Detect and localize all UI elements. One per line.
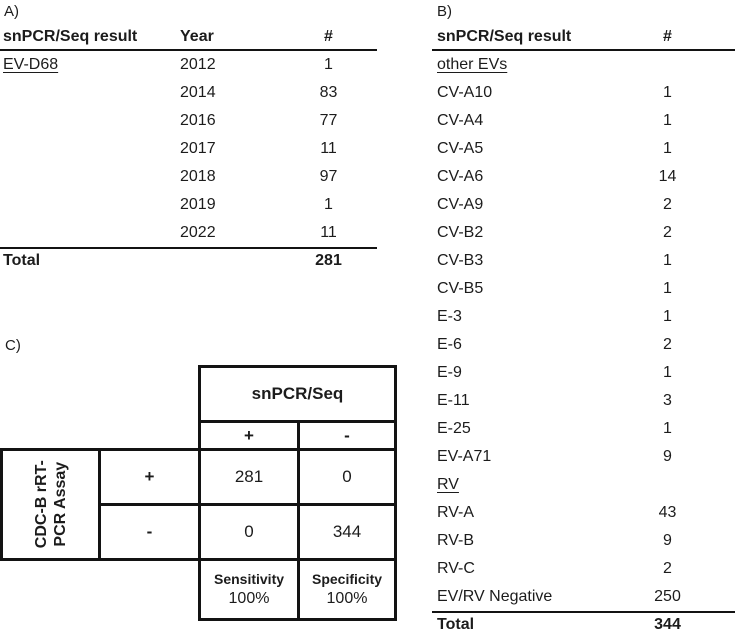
result-cell: CV-A9	[437, 196, 484, 213]
column-header-year: Year	[180, 27, 214, 45]
panel-a-table	[0, 2, 377, 273]
matrix-column-header: snPCR/Seq	[198, 365, 397, 423]
panel-c-label: C)	[5, 337, 21, 354]
total-count: 281	[315, 252, 342, 269]
panel-b-table	[432, 2, 735, 637]
total-label: Total	[3, 252, 41, 269]
matrix-row-sign-positive: +	[98, 448, 201, 506]
count-cell: 43	[658, 504, 677, 521]
matrix-col-sign-positive: +	[198, 420, 300, 451]
count-cell: 1	[324, 56, 333, 73]
table-row	[0, 191, 377, 219]
table-row	[432, 387, 735, 415]
count-cell: 1	[663, 420, 672, 437]
count-cell: 1	[663, 112, 672, 129]
table-row	[432, 303, 735, 331]
year-cell: 2018	[180, 168, 216, 185]
table-row	[432, 499, 735, 527]
panel-b-header-row	[432, 24, 735, 51]
table-row	[432, 163, 735, 191]
total-row	[432, 611, 735, 637]
result-cell: E-6	[437, 336, 462, 353]
column-header-count: #	[663, 27, 672, 45]
specificity-label: Specificity	[311, 571, 383, 587]
matrix-row-header	[0, 448, 101, 561]
total-count: 344	[654, 616, 681, 633]
sensitivity-label: Sensitivity	[213, 571, 285, 587]
matrix-row-sign-negative: -	[98, 503, 201, 561]
table-row	[0, 107, 377, 135]
assay-label: CDC-B rRT- PCR Assay	[32, 460, 69, 549]
table-row	[0, 79, 377, 107]
table-row	[0, 51, 377, 79]
table-row	[432, 219, 735, 247]
table-row	[432, 359, 735, 387]
table-row	[432, 527, 735, 555]
sensitivity-value: 100%	[228, 590, 270, 607]
table-row	[432, 247, 735, 275]
matrix-col-sign-negative: -	[297, 420, 397, 451]
result-cell: E-11	[437, 392, 470, 409]
result-cell: E-3	[437, 308, 462, 325]
count-cell: 83	[319, 84, 338, 101]
result-cell: EV-A71	[437, 448, 492, 465]
panel-a-header-row	[0, 24, 377, 51]
result-cell: CV-B3	[437, 252, 484, 269]
count-cell: 2	[663, 336, 672, 353]
matrix-cell-pos-pos: 281	[198, 448, 300, 506]
count-cell: 1	[663, 140, 672, 157]
matrix-cell-neg-neg: 344	[297, 503, 397, 561]
column-header-count: #	[324, 27, 333, 45]
result-cell: CV-A5	[437, 140, 484, 157]
count-cell: 1	[663, 364, 672, 381]
count-cell: 3	[663, 392, 672, 409]
count-cell: 1	[663, 252, 672, 269]
result-cell: CV-B2	[437, 224, 484, 241]
specificity-value: 100%	[326, 590, 368, 607]
table-row	[432, 583, 735, 611]
count-cell: 77	[319, 112, 338, 129]
year-cell: 2012	[180, 56, 216, 73]
table-row	[0, 219, 377, 247]
result-cell: RV-A	[437, 504, 475, 521]
year-cell: 2014	[180, 84, 216, 101]
count-cell: 2	[663, 196, 672, 213]
result-cell: EV/RV Negative	[437, 588, 553, 605]
table-row	[0, 163, 377, 191]
count-cell: 14	[658, 168, 677, 185]
table-row	[432, 471, 735, 499]
matrix-cell-neg-pos: 0	[198, 503, 300, 561]
count-cell: 2	[663, 224, 672, 241]
result-cell: E-9	[437, 364, 462, 381]
result-cell: RV-B	[437, 532, 475, 549]
result-cell: CV-A6	[437, 168, 484, 185]
table-row	[432, 331, 735, 359]
count-cell: 1	[324, 196, 333, 213]
table-row	[432, 443, 735, 471]
table-row	[432, 191, 735, 219]
panel-a-label: A)	[4, 3, 19, 20]
column-header-result: snPCR/Seq result	[437, 27, 572, 45]
result-cell: CV-A4	[437, 112, 484, 129]
year-cell: 2017	[180, 140, 216, 157]
total-label: Total	[437, 616, 475, 633]
result-cell: CV-A10	[437, 84, 493, 101]
count-cell: 9	[663, 448, 672, 465]
count-cell: 1	[663, 308, 672, 325]
count-cell: 1	[663, 84, 672, 101]
year-cell: 2019	[180, 196, 216, 213]
result-cell: RV-C	[437, 560, 475, 577]
specificity-cell	[297, 558, 397, 621]
total-row	[0, 247, 377, 273]
table-row	[432, 107, 735, 135]
count-cell: 97	[319, 168, 338, 185]
table-row	[432, 275, 735, 303]
table-row	[432, 415, 735, 443]
matrix-cell-pos-neg: 0	[297, 448, 397, 506]
result-cell: CV-B5	[437, 280, 484, 297]
count-cell: 250	[654, 588, 681, 605]
result-cell: E-25	[437, 420, 471, 437]
table-row	[432, 135, 735, 163]
sensitivity-cell	[198, 558, 300, 621]
panel-b-label: B)	[437, 3, 452, 20]
count-cell: 9	[663, 532, 672, 549]
year-cell: 2016	[180, 112, 216, 129]
count-cell: 2	[663, 560, 672, 577]
count-cell: 11	[320, 140, 337, 157]
table-row	[432, 79, 735, 107]
group-label: RV	[437, 476, 459, 493]
table-row	[432, 51, 735, 79]
year-cell: 2022	[180, 224, 216, 241]
count-cell: 11	[320, 224, 337, 241]
column-header-result: snPCR/Seq result	[3, 27, 138, 45]
table-row	[432, 555, 735, 583]
group-label: EV-D68	[3, 56, 59, 73]
table-row	[0, 135, 377, 163]
count-cell: 1	[663, 280, 672, 297]
group-label: other EVs	[437, 56, 508, 73]
